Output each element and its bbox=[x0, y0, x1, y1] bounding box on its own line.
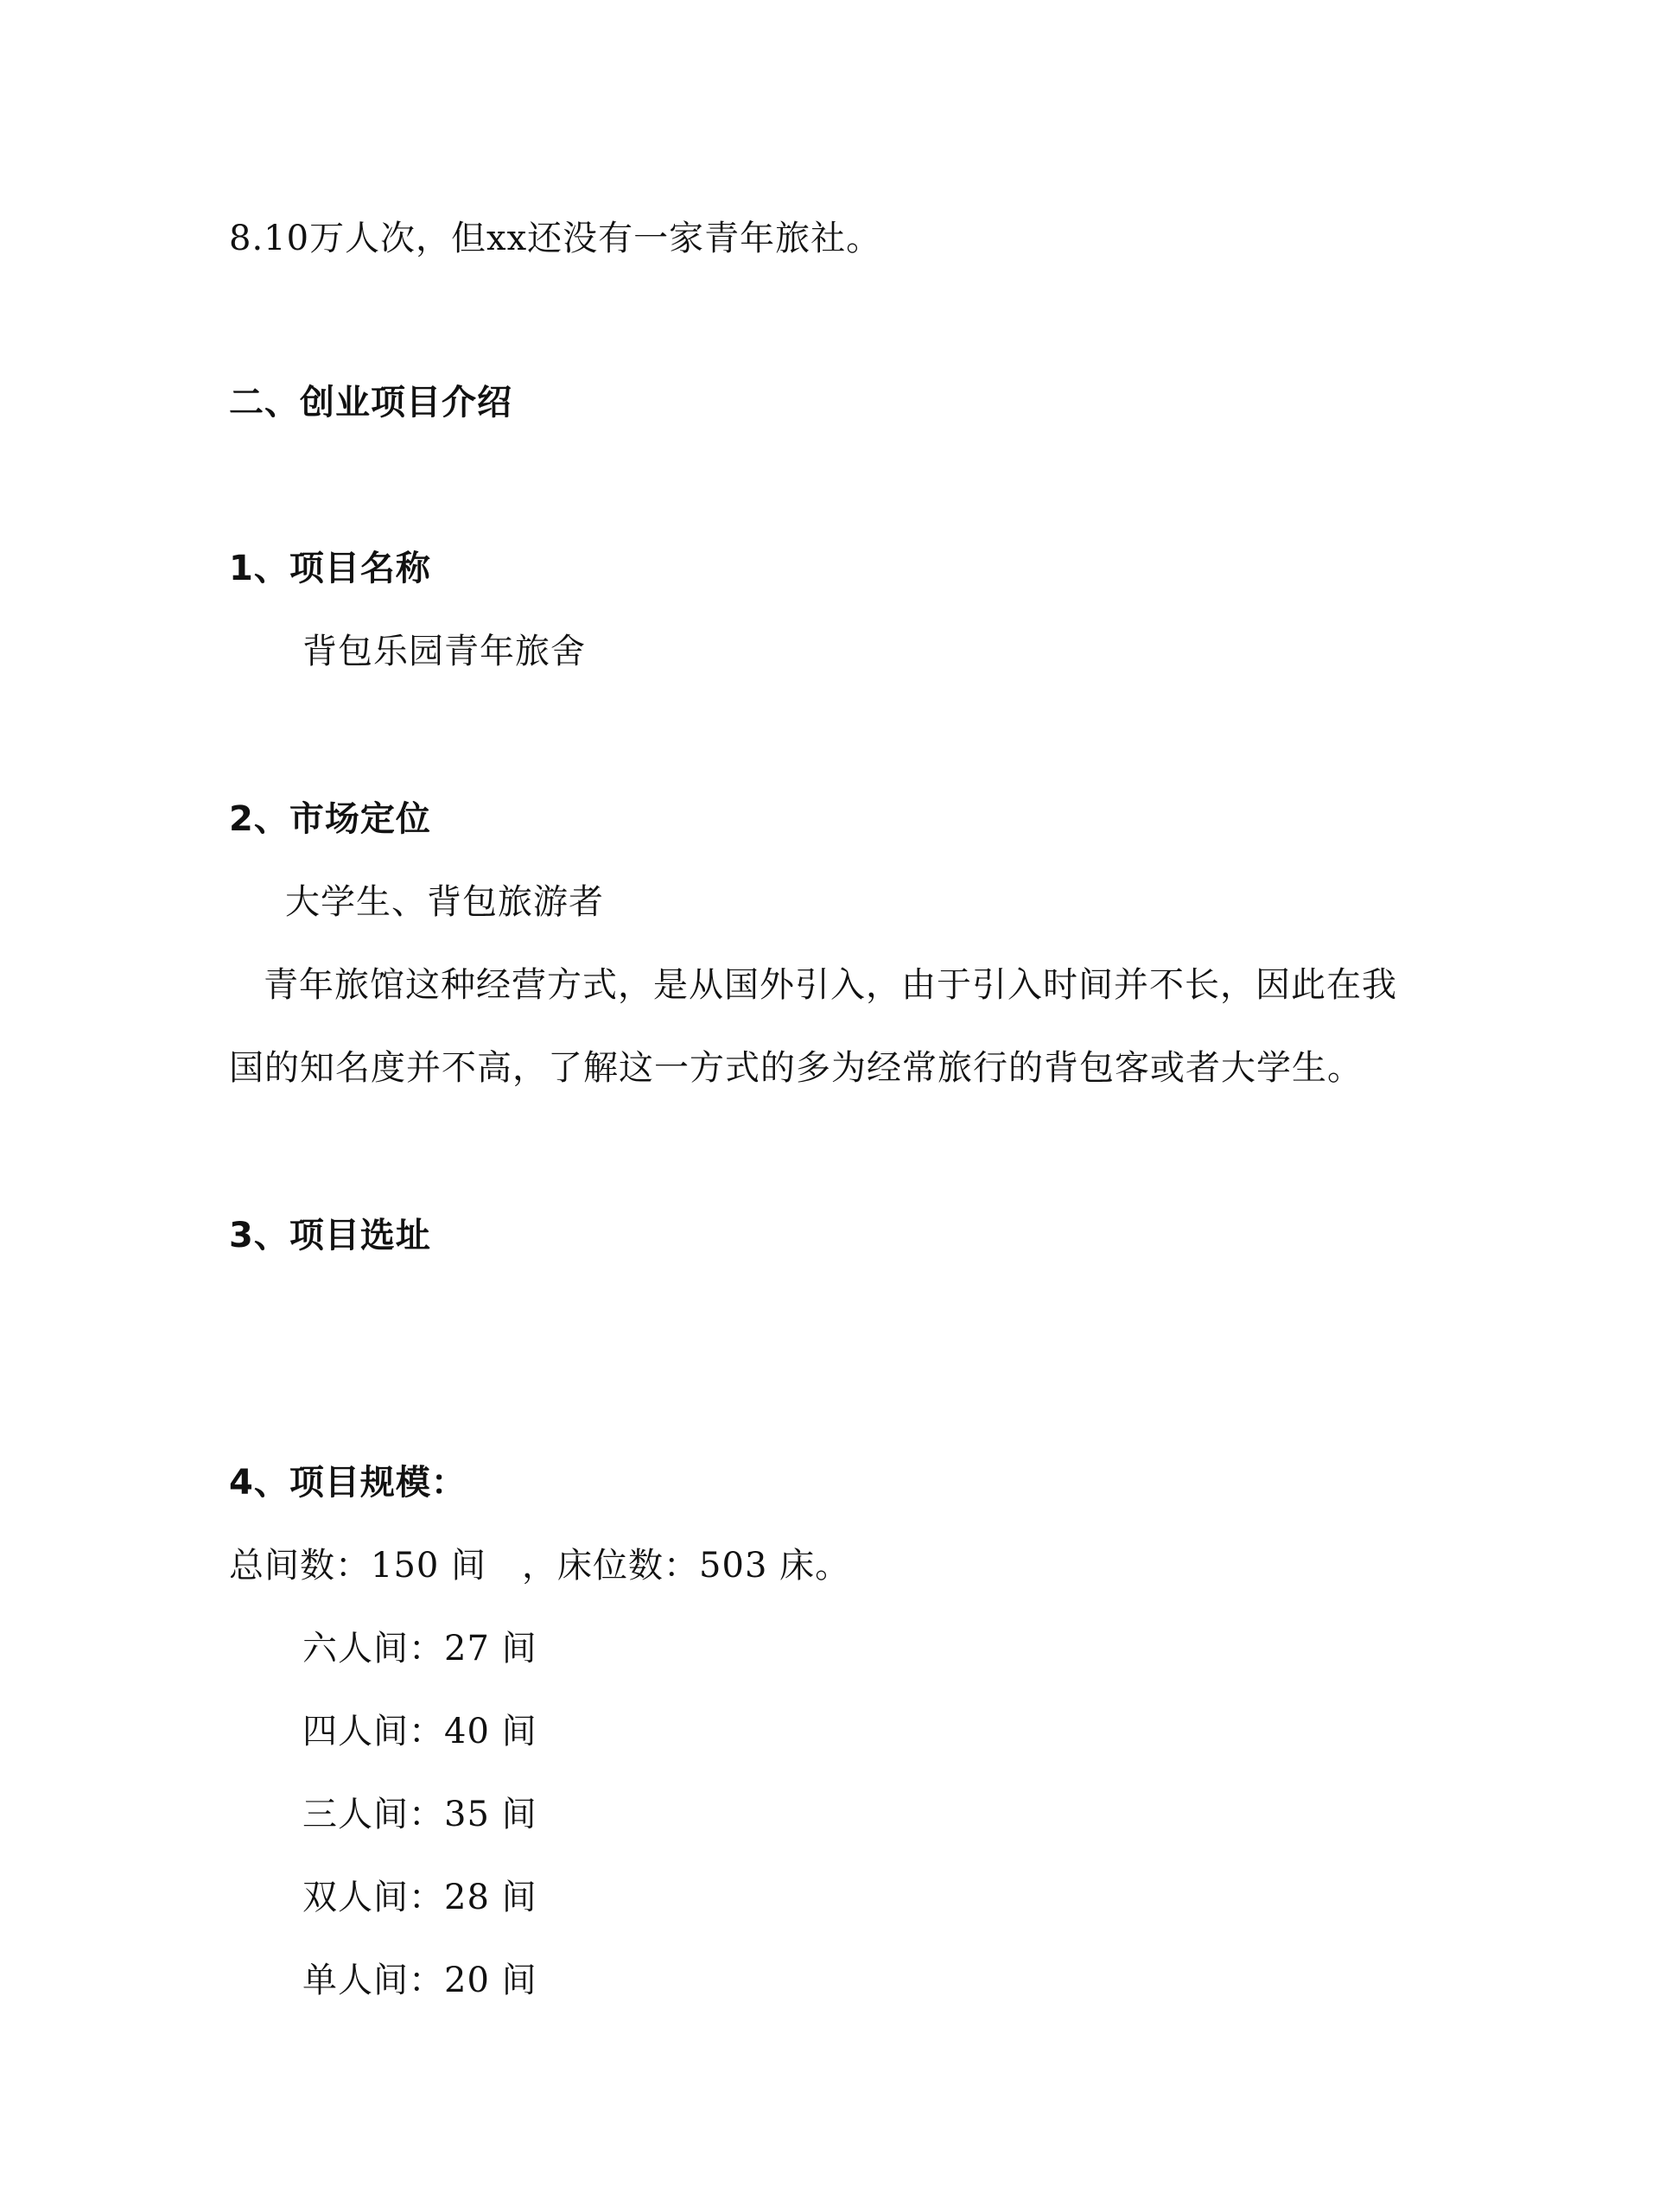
item4-summary: 总间数：150 间 ，床位数：503 床。 bbox=[229, 1546, 851, 1586]
item3-heading: 3、项目选址 bbox=[229, 1216, 431, 1255]
room-line-single: 单人间：20 间 bbox=[302, 1961, 537, 2000]
section-title: 二、创业项目介绍 bbox=[229, 383, 512, 423]
item2-paragraph-line-1: 青年旅馆这种经营方式，是从国外引入，由于引入时间并不长，因此在我 bbox=[264, 965, 1397, 1005]
room-line-four-person: 四人间：40 间 bbox=[302, 1712, 537, 1751]
continuation-line: 8.10万人次，但xx还没有一家青年旅社。 bbox=[229, 219, 882, 258]
room-line-six-person: 六人间：27 间 bbox=[302, 1629, 537, 1669]
item2-content: 大学生、背包旅游者 bbox=[285, 882, 604, 922]
item1-heading: 1、项目名称 bbox=[229, 549, 431, 588]
room-line-three-person: 三人间：35 间 bbox=[302, 1795, 537, 1834]
item4-heading: 4、项目规模： bbox=[229, 1463, 467, 1503]
item2-heading: 2、市场定位 bbox=[229, 799, 431, 839]
item1-content: 背包乐园青年旅舍 bbox=[302, 632, 586, 671]
item2-paragraph-line-2: 国的知名度并不高，了解这一方式的多为经常旅行的背包客或者大学生。 bbox=[229, 1048, 1363, 1088]
room-line-double: 双人间：28 间 bbox=[302, 1878, 537, 1917]
